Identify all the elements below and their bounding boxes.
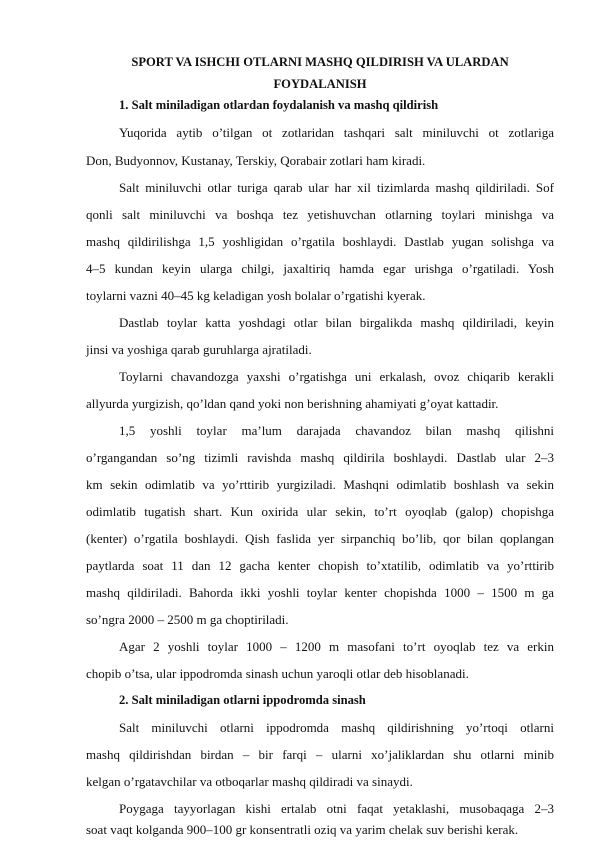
text-line: odimlatib tugatish shart. Kun oxirida ular sekin, to’rt oyoqlab (galop) chopishga (86, 504, 554, 519)
text-line: chopib o’tsa, ular ippodromda sinash uchun yaroqli otlar deb hisoblanadi. (86, 666, 469, 681)
text-line: kelgan o’rgatavchilar va otboqarlar mashq qildiradi va sinaydi. (86, 774, 413, 789)
title-line-2: FOYDALANISH (273, 77, 367, 91)
text-line: Don, Budyonnov, Kustanay, Terskiy, Qorabair zotlari ham kiradi. (86, 153, 426, 168)
text-line: toylarni vazni 40–45 kg keladigan yosh bolalar o’rgatishi kyerak. (86, 288, 426, 303)
text-line: allyurda yurgizish, qo’ldan qand yoki non berishning ahamiyati g’oyat kattadir. (86, 396, 499, 411)
text-line: Salt miniluvchi otlarni ippodromda mashq qildirishning yo’rtoqi otlarni (119, 720, 554, 735)
text-line: o’rgangandan so’ng tizimli ravishda mashq qildirila boshlaydi. Dastlab ular 2–3 (86, 450, 554, 465)
text-line: Salt miniluvchi otlar turiga qarab ular har xil tizimlarda mashq qildiriladi. Sof (119, 180, 554, 195)
text-line: 1,5 yoshli toylar ma’lum darajada chavandoz bilan mashq qilishni (119, 423, 554, 438)
document-title (86, 51, 554, 95)
text-line: 4–5 kundan keyin ularga chilgi, jaxaltiriq hamda egar urishga o’rgatiladi. Yosh (86, 261, 554, 276)
text-line: jinsi va yoshiga qarab guruhlarga ajratiladi. (86, 342, 312, 357)
text-line: paytlarda soat 11 dan 12 gacha kenter chopish to’xtatilib, odimlatib va yo’rttirib (86, 558, 554, 573)
text-line: soat vaqt kolganda 900–100 gr konsentratli oziq va yarim chelak suv berishi kerak. (86, 822, 519, 837)
section-1-heading: 1. Salt miniladigan otlardan foydalanish va mashq qildirish (119, 98, 439, 112)
text-line: mashq qildirilishga 1,5 yoshligidan o’rgatila boshlaydi. Dastlab yugan solishga va (86, 234, 554, 249)
text-line: km sekin odimlatib va yo’rttirib yurgiziladi. Mashqni odimlatib boshlash va sekin (86, 477, 554, 492)
text-line: (kenter) o’rgatila boshlaydi. Qish faslida yer sirpanchiq bo’lib, qor bilan qoplangan (86, 531, 554, 546)
text-line: Agar 2 yoshli toylar 1000 – 1200 m masofani to’rt oyoqlab tez va erkin (119, 639, 554, 654)
title-line-1: SPORT VA ISHCHI OTLARNI MASHQ QILDIRISH VA ULARDAN (131, 55, 509, 69)
text-line: Yuqorida aytib o’tilgan ot zotlaridan tashqari salt miniluvchi ot zotlariga (119, 125, 554, 140)
section-2-heading: 2. Salt miniladigan otlarni ippodromda sinash (119, 693, 366, 707)
text-line: Toylarni chavandozga yaxshi o’rgatishga uni erkalash, ovoz chiqarib kerakli (119, 369, 554, 384)
text-line: Dastlab toylar katta yoshdagi otlar bilan birgalikda mashq qildiriladi, keyin (119, 315, 554, 330)
text-line: mashq qildiriladi. Bahorda ikki yoshli toylar kenter chopishda 1000 – 1500 m ga (86, 585, 554, 600)
text-line: qonli salt miniluvchi va boshqa tez yetishuvchan otlarning toylari minishga va (86, 207, 554, 222)
text-line: so’ngra 2000 – 2500 m ga choptiriladi. (86, 612, 289, 627)
text-line: Poygaga tayyorlagan kishi ertalab otni faqat yetaklashi, musobaqaga 2–3 (119, 801, 554, 816)
text-line: mashq qildirishdan birdan – bir farqi – ularni xo’jaliklardan shu otlarni minib (86, 747, 554, 762)
